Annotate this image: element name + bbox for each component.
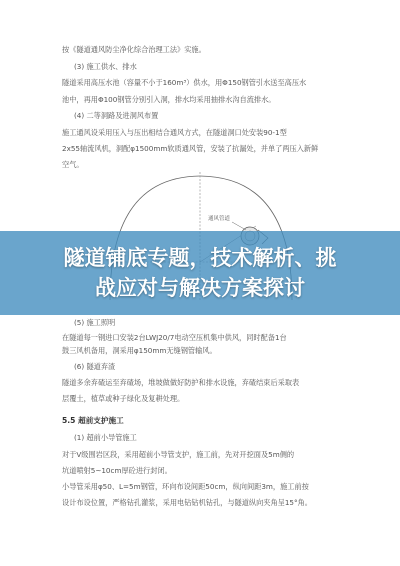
title-banner [0,231,400,315]
text-line: 2x55轴流风机，洞配φ1500mm软质通风管，安装了抗漏处，并单了两压入新鲜 [62,144,319,153]
banner-title-line-1: 隧道铺底专题，技术解析、挑 [63,246,337,270]
text-line: 小导管采用φ50、L=5m钢管，环向布设间距50cm，纵向间距3m，施工前按 [62,482,309,491]
text-line: 在隧道每一钢进口安装2台LWJ20/7电动空压机集中供风，同时配备1台 [62,333,287,342]
text-line: 层覆土，植草或种子绿化及复耕处理。 [62,394,185,403]
subheading: (4) 二等洞路及进洞风布置 [74,111,159,120]
text-line: 空气。 [62,160,84,169]
text-line: 隧道多余弃碴运至弃碴场，堆坡做做好防护和排水设施，弃碴结束后采取表 [62,378,300,387]
banner-title-line-2: 战应对与解决方案探讨 [95,276,305,300]
text-line: 鼓三风机备用，洞采用φ150mm无缝钢管输风。 [62,346,217,355]
section-title: 5.5 超前支护施工 [62,416,124,425]
text-line: 对于V级围岩区段，采用超前小导管支护，施工前，先对开挖面及5m侧的 [62,450,295,459]
text-line: 坑道喷射5~10cm厚砼进行封闭。 [62,466,172,475]
text-line: 隧道采用高压水池（容量不小于160m³）供水，用Φ150钢管引水送至高压水 [62,78,307,87]
text-line: 设计布设位置，严格钻孔灌浆，采用电钻钻机钻孔，与隧道纵向夹角呈15°角。 [62,498,312,507]
text-line: 施工通风设采用压入与压出相结合通风方式，在隧道洞口处安装90-1型 [62,128,287,137]
diagram-label-duct: 通风管道 [208,216,231,222]
subheading: (3) 施工供水、排水 [74,62,137,71]
text-line: 按《隧道通风防尘净化综合治理工法》实施。 [62,45,206,54]
subheading: (6) 隧道弃渣 [74,362,116,371]
subheading: (1) 超前小导管施工 [74,433,137,442]
text-line: 池中，再用Φ100钢管分别引入洞，排水均采用抽排水沟自流排水。 [62,95,276,104]
subheading: (5) 施工照明 [74,318,116,327]
